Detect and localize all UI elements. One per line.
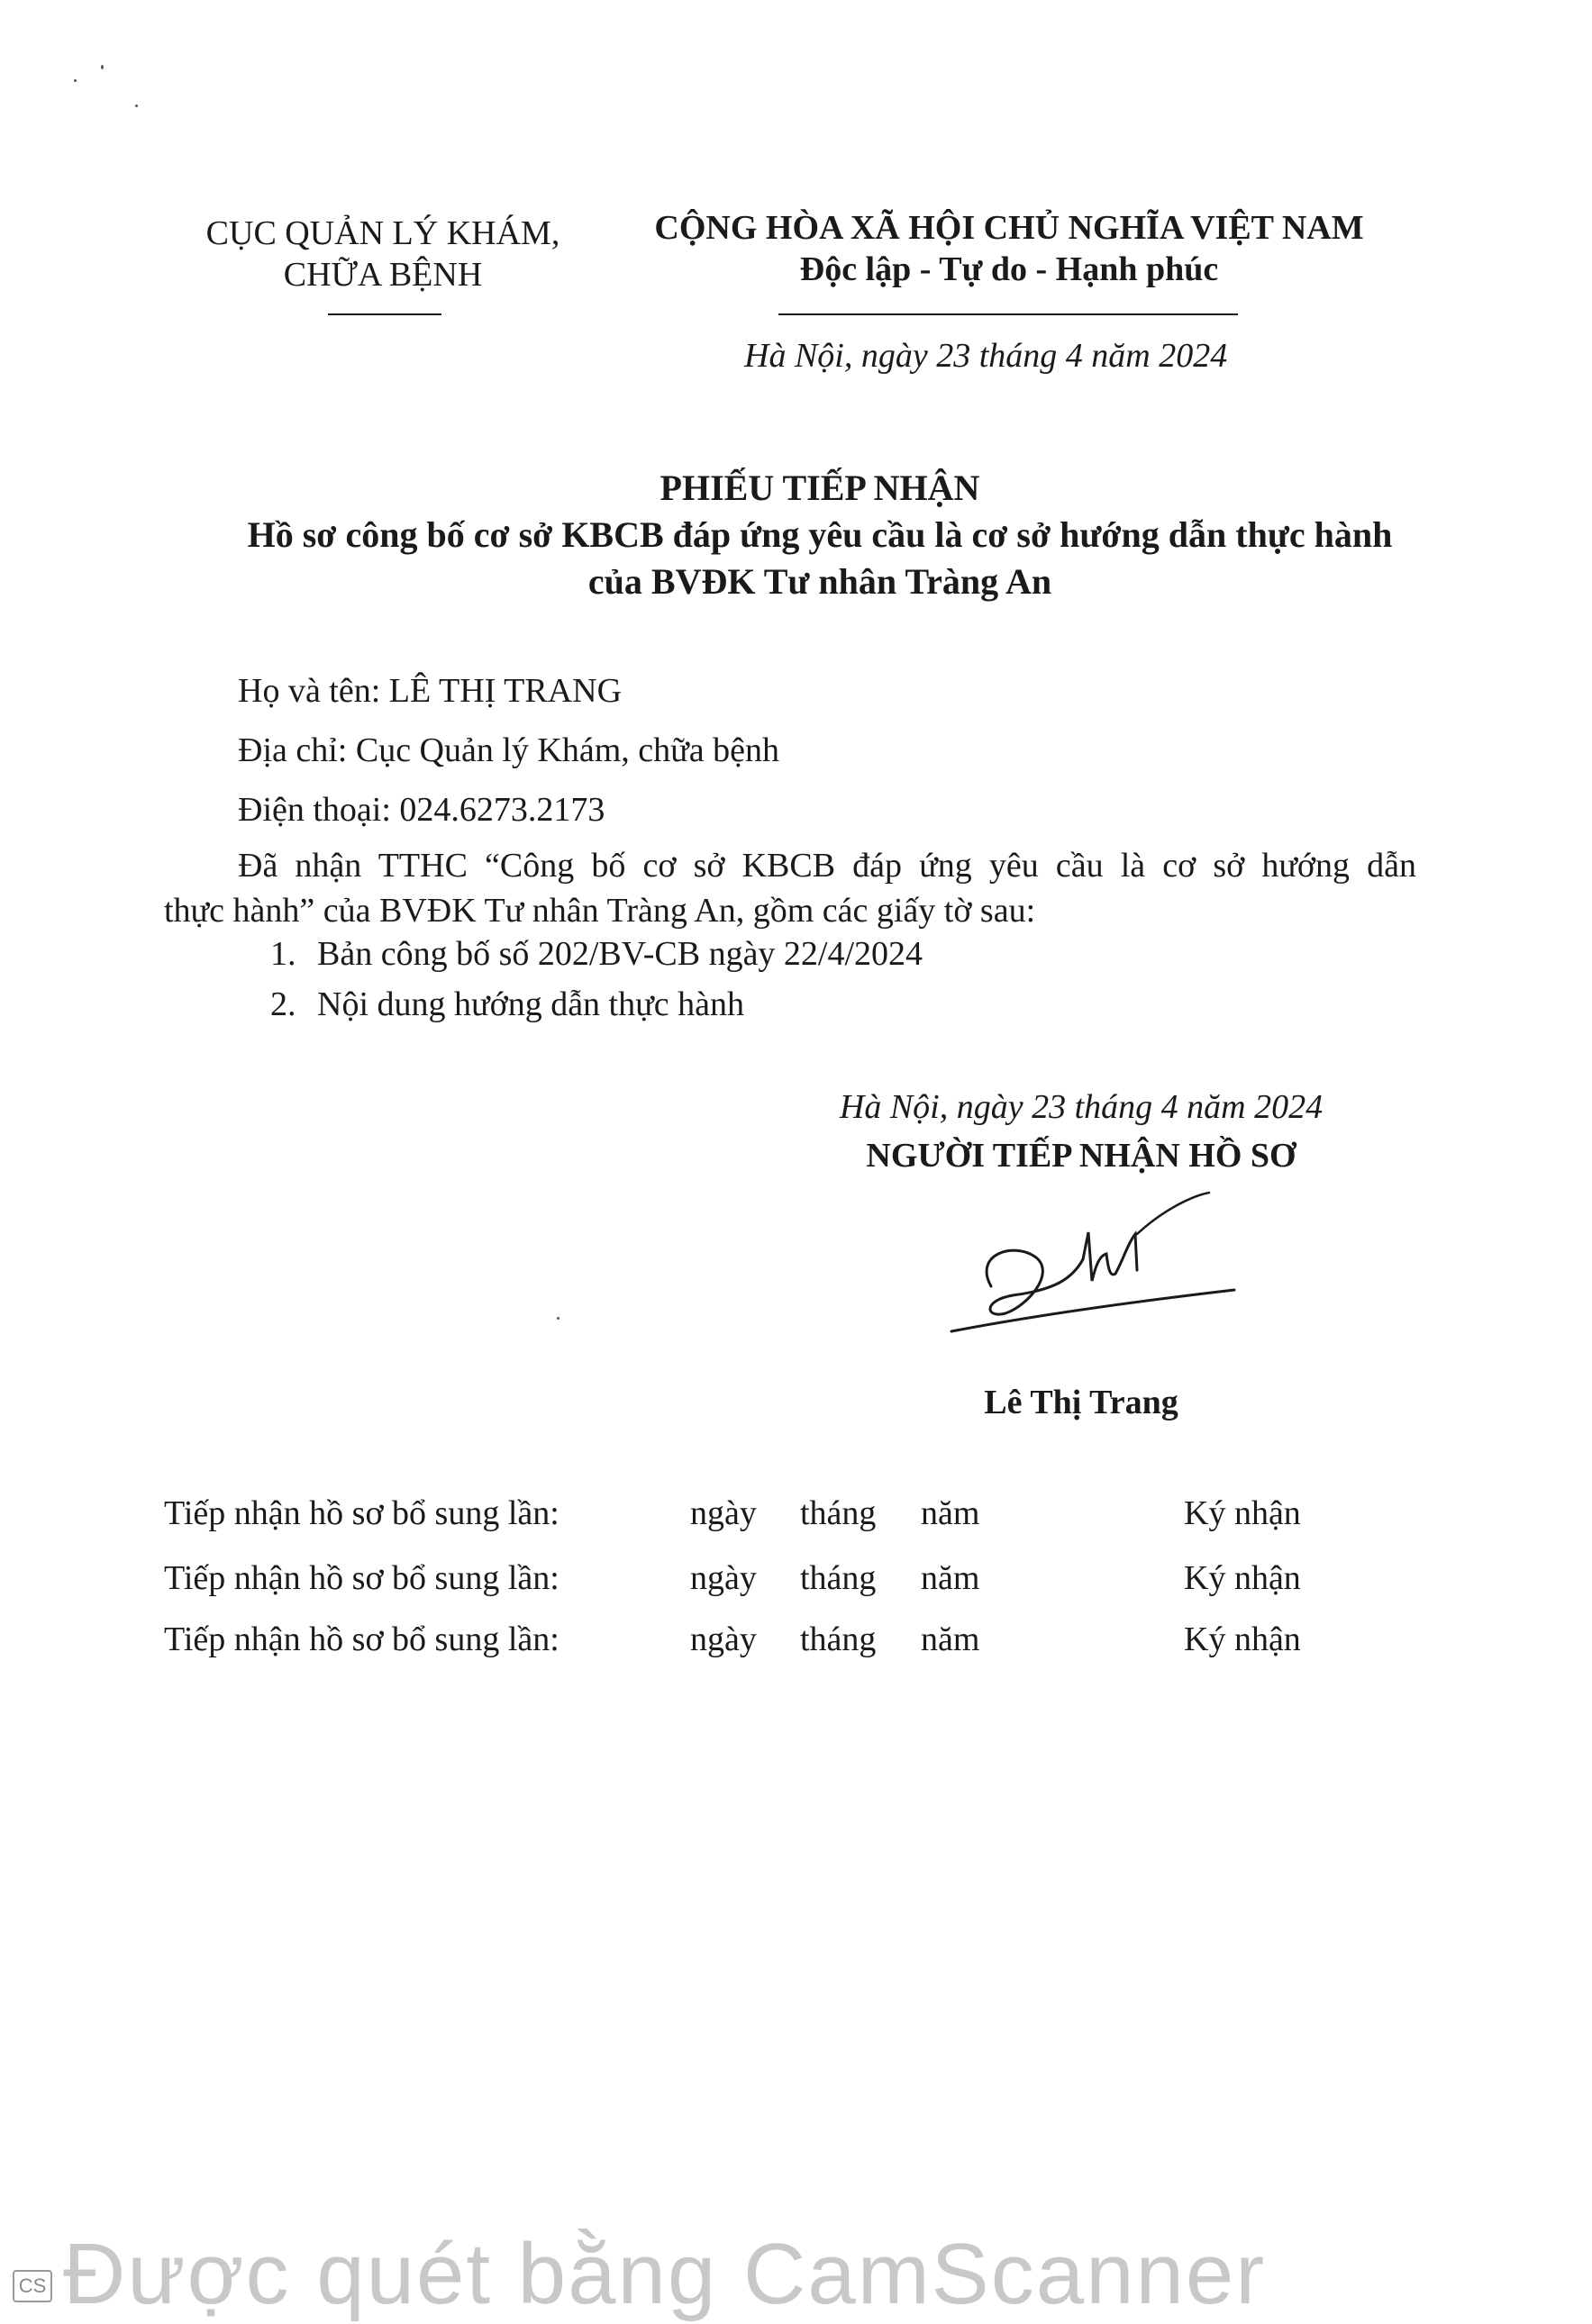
issue-date: Hà Nội, ngày 23 tháng 4 năm 2024 <box>744 337 1228 375</box>
supplement-label: Tiếp nhận hồ sơ bổ sung lần: <box>164 1620 559 1658</box>
supplement-row <box>0 1557 1592 1611</box>
scan-speck <box>135 104 138 107</box>
item-text: Bản công bố số 202/BV-CB ngày 22/4/2024 <box>317 935 923 973</box>
handwritten-signature <box>937 1180 1261 1351</box>
agency-line2: CHỮA BỆNH <box>283 256 483 294</box>
item-number: 1. <box>270 935 296 973</box>
received-line2: thực hành” của BVĐK Tư nhân Tràng An, gồm các giấy tờ sau: <box>164 892 1036 930</box>
day-field: ngày <box>690 1494 757 1532</box>
applicant-address: Địa chỉ: Cục Quản lý Khám, chữa bệnh <box>238 731 779 769</box>
national-motto <box>622 207 1396 290</box>
day-field: ngày <box>690 1620 757 1658</box>
title-line1: PHIẾU TIẾP NHẬN <box>660 468 980 508</box>
item-number: 2. <box>270 985 296 1023</box>
scanner-footer <box>0 2223 1592 2322</box>
agency-name <box>171 213 595 295</box>
title-line3: của BVĐK Tư nhân Tràng An <box>587 561 1052 602</box>
scan-speck <box>557 1317 559 1320</box>
nation-line1: CỘNG HÒA XÃ HỘI CHỦ NGHĨA VIỆT NAM <box>654 209 1364 247</box>
applicant-name: Họ và tên: LÊ THỊ TRANG <box>238 672 623 710</box>
month-field: tháng <box>800 1620 877 1658</box>
sign-field: Ký nhận <box>1184 1494 1301 1532</box>
month-field: tháng <box>800 1494 877 1532</box>
signature-role: NGƯỜI TIẾP NHẬN HỒ SƠ <box>866 1137 1296 1175</box>
received-line1: Đã nhận TTHC “Công bố cơ sở KBCB đáp ứng yêu cầu là cơ sở hướng dẫn <box>238 847 1416 885</box>
agency-underline <box>328 313 441 315</box>
supplement-label: Tiếp nhận hồ sơ bổ sung lần: <box>164 1559 559 1597</box>
signer-name: Lê Thị Trang <box>984 1384 1178 1421</box>
motto-underline <box>778 313 1238 315</box>
title-line2: Hồ sơ công bố cơ sở KBCB đáp ứng yêu cầu là cơ sở hướng dẫn thực hành <box>247 514 1393 555</box>
item-text: Nội dung hướng dẫn thực hành <box>317 985 744 1023</box>
supplement-row <box>0 1618 1592 1672</box>
document-item <box>270 984 744 1025</box>
sign-field: Ký nhận <box>1184 1620 1301 1658</box>
day-field: ngày <box>690 1559 757 1597</box>
signature-date: Hà Nội, ngày 23 tháng 4 năm 2024 <box>839 1088 1324 1126</box>
supplement-row <box>0 1492 1592 1546</box>
supplement-label: Tiếp nhận hồ sơ bổ sung lần: <box>164 1494 559 1532</box>
applicant-phone: Điện thoại: 024.6273.2173 <box>238 791 605 829</box>
camscanner-icon: CS <box>13 2270 52 2302</box>
year-field: năm <box>921 1559 980 1597</box>
month-field: tháng <box>800 1559 877 1597</box>
year-field: năm <box>921 1494 980 1532</box>
document-title <box>108 467 1532 604</box>
nation-line2: Độc lập - Tự do - Hạnh phúc <box>799 250 1219 288</box>
scanner-watermark: Được quét bằng CamScanner <box>63 2226 1267 2322</box>
document-item <box>270 933 923 975</box>
received-paragraph <box>164 845 1416 931</box>
year-field: năm <box>921 1620 980 1658</box>
scan-speck <box>101 65 104 69</box>
scan-speck <box>74 79 77 82</box>
agency-line1: CỤC QUẢN LÝ KHÁM, <box>205 214 560 252</box>
sign-field: Ký nhận <box>1184 1559 1301 1597</box>
